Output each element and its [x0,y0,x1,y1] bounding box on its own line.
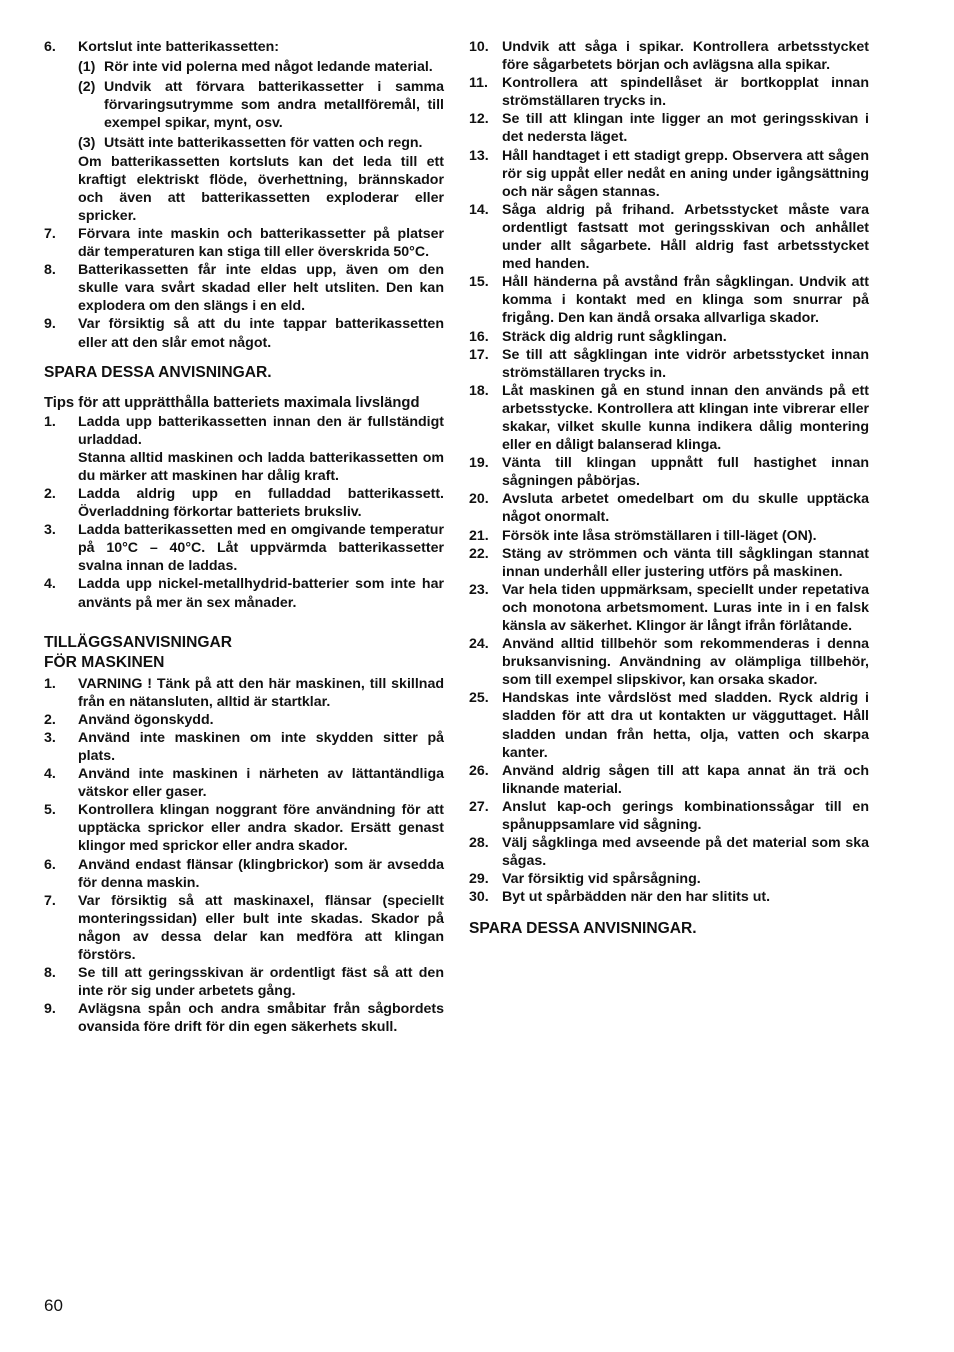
tips-heading: Tips för att upprätthålla batteriets maximala livslängd [44,394,420,411]
heading-line: FÖR MASKINEN [44,653,165,671]
item-text: Använd inte maskinen i närheten av lättantändliga vätskor eller gaser. [78,766,444,801]
item-text: Håll händerna på avstånd från sågklingan. Undvik att komma i kontakt med en klinga som snurrar på frigång. Den kan ändå orsaka allvarliga skador. [502,274,869,327]
save-instructions-heading: SPARA DESSA ANVISNINGAR. [469,919,697,937]
list-item [469,545,869,581]
item-number: 17. [469,346,489,363]
item-text: Avlägsna spån och andra småbitar från sågbordets ovansida före drift för din egen säkerhets skull. [78,1001,444,1036]
list-item [469,328,869,346]
list-item [469,490,869,526]
list-item [469,273,869,327]
additional-instructions-heading [44,633,444,673]
page-number: 60 [44,1296,63,1315]
item-number: 6. [44,39,56,55]
list-item [469,870,869,888]
sub-item [78,58,444,76]
item-text: Ladda upp batterikassetten innan den är fullständigt urladdad. [78,413,444,448]
sub-item-number: (3) [78,135,96,152]
item-number: 9. [44,1001,56,1018]
item-text: VARNING ! Tänk på att den här maskinen, till skillnad från en nätansluten, alltid är startklar. [78,675,444,710]
item-text: Ladda batterikassetten med en omgivande temperatur på 10°C – 40°C. Låt uppvärmda batterikassetter svalna innan de laddas. [78,522,444,575]
list-item [469,834,869,870]
item-text: Byt ut spårbädden när den har slitits ut. [502,889,771,906]
item-number: 3. [44,729,56,746]
item-text: Använd ögonskydd. [78,711,214,728]
sub-item-text: Undvik att förvara batterikassetter i samma förvaringsutrymme som andra metallföremål, till exempel spikar, mynt, osv. [104,79,444,132]
item-text: Använd aldrig sågen till att kapa annat än trä och liknande material. [502,762,869,797]
item-number: 4. [44,766,56,783]
list-item [44,801,444,855]
item-number: 18. [469,382,489,399]
item-text: Se till att geringsskivan är ordentligt fäst så att den inte rör sig under arbetets gång. [78,965,444,1000]
list-item [44,485,444,521]
item-number: 22. [469,545,489,562]
item-text: Avsluta arbetet omedelbart om du skulle upptäcka något onormalt. [502,491,869,526]
item-number: 2. [44,711,56,728]
list-item [469,74,869,110]
left-column [44,38,444,1037]
list-item [469,635,869,689]
item-number: 24. [469,636,489,653]
item-text: Handskas inte vårdslöst med sladden. Ryck aldrig i sladden för att dra ut kontakten ur vägguttaget. Håll sladden undan från hetta, olja, vatten och skarpa kanter. [502,690,869,761]
item-number: 29. [469,871,489,888]
heading-line: TILLÄGGSANVISNINGAR [44,633,232,651]
list-item [469,454,869,490]
list-item [469,762,869,798]
item-text: Försök inte låsa strömställaren i till-läget (ON). [502,527,817,544]
list-item [44,1000,444,1036]
item-number: 10. [469,39,489,55]
item-number: 16. [469,328,489,345]
list-item [469,147,869,201]
item-text: Var försiktig vid spårsågning. [502,871,701,888]
item-text: Förvara inte maskin och batterikassetter på platser där temperaturen kan stiga till eller överskrida 50°C. [78,225,444,261]
list-item [44,38,444,225]
item-number: 26. [469,762,489,779]
list-item [44,729,444,765]
item-number: 8. [44,965,56,982]
list-item [44,711,444,729]
item-text: Var försiktig så att du inte tappar batterikassetten eller att den slår emot något. [78,316,444,351]
item-text: Batterikassetten får inte eldas upp, även om den skulle vara svårt skadad eller helt utsliten. Den kan explodera om den slängs i en eld. [78,262,444,315]
list-item [469,110,869,146]
item-text: Välj sågklinga med avseende på det material som ska sågas. [502,835,869,870]
item-number: 5. [44,802,56,819]
item-number: 1. [44,675,56,692]
list-item [44,892,444,964]
item-number: 21. [469,527,489,544]
sub-item-text: Utsätt inte batterikassetten för vatten och regn. [104,135,423,152]
item-text: Se till att sågklingan inte vidrör arbetsstycket innan strömställaren trycks in. [502,346,869,381]
list-item [44,575,444,611]
list-item [469,689,869,761]
item-number: 12. [469,111,489,128]
item-number: 13. [469,147,489,164]
list-item [44,261,444,315]
item-text: Var försiktig så att maskinaxel, flänsar (speciellt monteringssidan) eller bult inte skadas. Skador på någon av dessa delar kan medföra att klingan förstörs. [78,892,444,964]
list-item [44,964,444,1000]
list-item [469,382,869,454]
list-item [44,315,444,351]
item-text: Se till att klingan inte ligger an mot geringsskivan i det nedersta läget. [502,111,869,146]
item-text: Kortslut inte batterikassetten: [78,39,280,55]
list-item [44,225,444,261]
sub-item-number: (2) [78,79,96,96]
item-number: 28. [469,835,489,852]
item-text: Vänta till klingan uppnått full hastighet innan sågningen påbörjas. [502,455,869,490]
item-text: Sträck dig aldrig runt sågklingan. [502,328,727,345]
sub-item-number: (1) [78,59,96,76]
item-number: 7. [44,892,56,909]
item-number: 7. [44,225,56,242]
list-item [469,888,869,906]
list-item [469,798,869,834]
list-item [469,38,869,74]
item-text: Låt maskinen gå en stund innan den används på ett arbetsstycke. Kontrollera att klingan inte vibrerar eller skakar, vilket skulle kunna indikera dålig montering eller en dåligt balanserad klinga. [502,382,869,454]
save-instructions-heading: SPARA DESSA ANVISNINGAR. [44,363,272,381]
item-number: 9. [44,316,56,333]
item-number: 20. [469,491,489,508]
list-item [44,413,444,485]
right-column [469,38,869,939]
item-number: 2. [44,485,56,502]
sub-item-text: Rör inte vid polerna med något ledande material. [104,59,433,76]
item-text: Ladda aldrig upp en fulladdad batterikassett. Överladdning förkortar batteriets bruksliv. [78,485,444,521]
item-number: 19. [469,455,489,472]
item-number: 6. [44,856,56,873]
list-item [469,346,869,382]
sub-item [78,134,444,152]
item-number: 14. [469,201,489,218]
item-extra-text: Stanna alltid maskinen och ladda batterikassetten om du märker att maskinen har dålig kraft. [78,449,444,484]
item-note: Om batterikassetten kortsluts kan det leda till ett kraftigt elektriskt flöde, överhettning, brännskador och även att batterikassetten exploderar eller spricker. [78,153,444,224]
list-item [469,201,869,273]
item-number: 25. [469,690,489,707]
list-item [44,765,444,801]
item-text: Anslut kap-och gerings kombinationssågar till en spånuppsamlare vid sågning. [502,798,869,834]
item-number: 1. [44,413,56,430]
list-item [44,521,444,575]
item-text: Stäng av strömmen och vänta till sågklingan stannat innan underhåll eller justering utförs på maskinen. [502,545,869,580]
item-text: Håll handtaget i ett stadigt grepp. Observera att sågen rör sig uppåt eller nedåt en aning under igångsättning och när sågen stannas. [502,147,869,200]
item-text: Använd inte maskinen om inte skydden sitter på plats. [78,729,444,764]
item-number: 4. [44,576,56,593]
item-number: 15. [469,274,489,291]
list-item [469,581,869,635]
item-number: 3. [44,522,56,539]
item-text: Använd endast flänsar (klingbrickor) som är avsedda för denna maskin. [78,856,444,891]
item-text: Kontrollera att spindellåset är bortkopplat innan strömställaren trycks in. [502,75,869,110]
item-text: Såga aldrig på frihand. Arbetsstycket måste vara ordentligt fastsatt mot geringsskivan och anhållet under allt sågarbete. Håll aldrig fast arbetsstycket med handen. [502,201,869,273]
item-text: Var hela tiden uppmärksam, speciellt under repetativa och monotona arbetsmoment. Luras inte in i en falsk känsla av säkerhet. Klingor är långt ifrån förlåtande. [502,581,869,634]
item-number: 27. [469,798,489,815]
item-number: 8. [44,262,56,279]
item-number: 11. [469,75,488,92]
item-number: 30. [469,889,489,906]
list-item [44,856,444,892]
item-text: Använd alltid tillbehör som rekommenderas i denna bruksanvisning. Användning av olämpliga tillbehör, som till exempel slipskivor, kan orsaka skador. [502,636,869,689]
list-item [469,527,869,545]
item-text: Undvik att såga i spikar. Kontrollera arbetsstycket före sågarbetets början och avlägsna alla spikar. [502,39,869,74]
sub-item [78,78,444,132]
list-item [44,675,444,711]
item-text: Ladda upp nickel-metallhydrid-batterier som inte har använts på mer än sex månader. [78,576,444,611]
item-text: Kontrollera klingan noggrant före användning för att upptäcka sprickor eller andra skador. Ersätt genast klingor med sprickor eller andra skador. [78,802,444,855]
item-number: 23. [469,581,489,598]
